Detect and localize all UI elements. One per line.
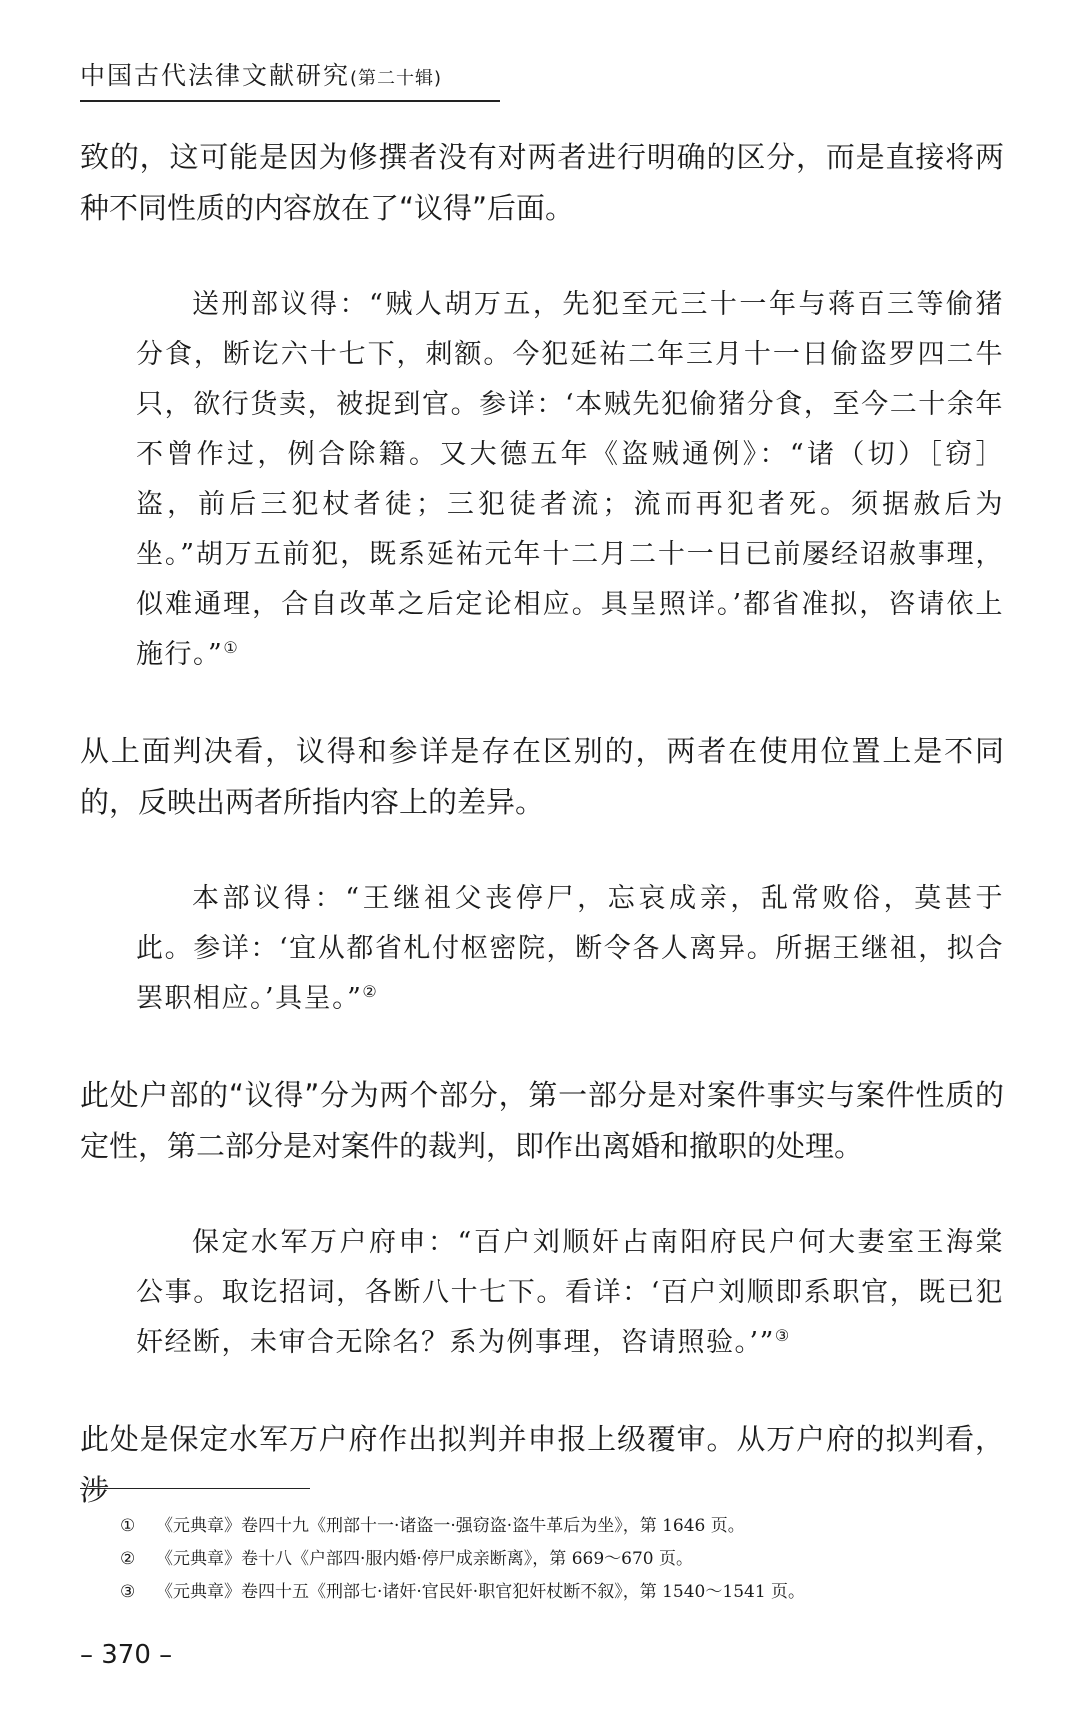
footnote-mark-2: ②	[120, 1549, 136, 1569]
body-paragraph-4: 此处是保定水军万户府作出拟判并申报上级覆审。从万户府的拟判看，涉	[80, 1422, 1004, 1507]
footnote-3: ③ 《元典章》卷四十五《刑部七·诸奸·官民奸·职官犯奸杖断不叙》，第 1540～1541 页。	[120, 1576, 1020, 1609]
footnote-2: ② 《元典章》卷十八《户部四·服内婚·停尸成亲断离》，第 669～670 页。	[120, 1543, 1020, 1576]
body-paragraph-2: 从上面判决看，议得和参详是存在区别的，两者在使用位置上是不同的，反映出两者所指内容上的差异。	[80, 734, 1004, 819]
footnote-ref-1[interactable]: ①	[223, 638, 240, 657]
running-header	[80, 56, 500, 102]
quote-block-1: 送刑部议得：“贼人胡万五，先犯至元三十一年与蒋百三等偷猪分食，断讫六十七下，刺额。今犯延祐二年三月十一日偷盗罗四二牛只，欲行货卖，被捉到官。参详：‘本贼先犯偷猪分食，至今二十余年不曾作过，例合除籍。又大德五年《盗贼通例》：“诸（切）［窃］盗，前后三犯杖者徒；三犯徒者流；流而再犯者死。须据赦后为坐。”胡万五前犯，既系延祐元年十二月二十一日已前屡经诏赦事理，似难通理，合自改革之后定论相应。具呈照详。’都省准拟，咨请依上施行。”①	[136, 289, 1004, 670]
footnotes	[120, 1510, 1020, 1609]
journal-title: 中国古代法律文献研究	[80, 61, 351, 90]
body-paragraph-3: 此处户部的“议得”分为两个部分，第一部分是对案件事实与案件性质的定性，第二部分是对案件的裁判，即作出离婚和撤职的处理。	[80, 1078, 1004, 1163]
quote-block-3: 保定水军万户府申：“百户刘顺奸占南阳府民户何大妻室王海棠公事。取讫招词，各断八十七下。看详：‘百户刘顺即系职官，既已犯奸经断，未审合无除名？系为例事理，咨请照验。’”③	[136, 1227, 1004, 1358]
quote-block-2: 本部议得：“王继祖父丧停尸，忘哀成亲，乱常败俗，莫甚于此。参详：‘宜从都省札付枢密院，断令各人离异。所据王继祖，拟合罢职相应。’具呈。”②	[136, 883, 1004, 1014]
page-number: – 370 –	[80, 1640, 173, 1670]
footnote-ref-3[interactable]: ③	[774, 1326, 791, 1345]
footnote-1: ① 《元典章》卷四十九《刑部十一·诸盗一·强窃盗·盗牛革后为坐》，第 1646 页。	[120, 1510, 1020, 1543]
body-paragraph-1: 致的，这可能是因为修撰者没有对两者进行明确的区分，而是直接将两种不同性质的内容放在了“议得”后面。	[80, 140, 1004, 225]
footnote-divider	[80, 1488, 310, 1489]
main-text	[80, 132, 1004, 1516]
footnote-mark-3: ③	[120, 1582, 136, 1602]
footnote-ref-2[interactable]: ②	[362, 982, 379, 1001]
journal-volume: (第二十辑)	[350, 68, 443, 89]
footnote-mark-1: ①	[120, 1516, 136, 1536]
